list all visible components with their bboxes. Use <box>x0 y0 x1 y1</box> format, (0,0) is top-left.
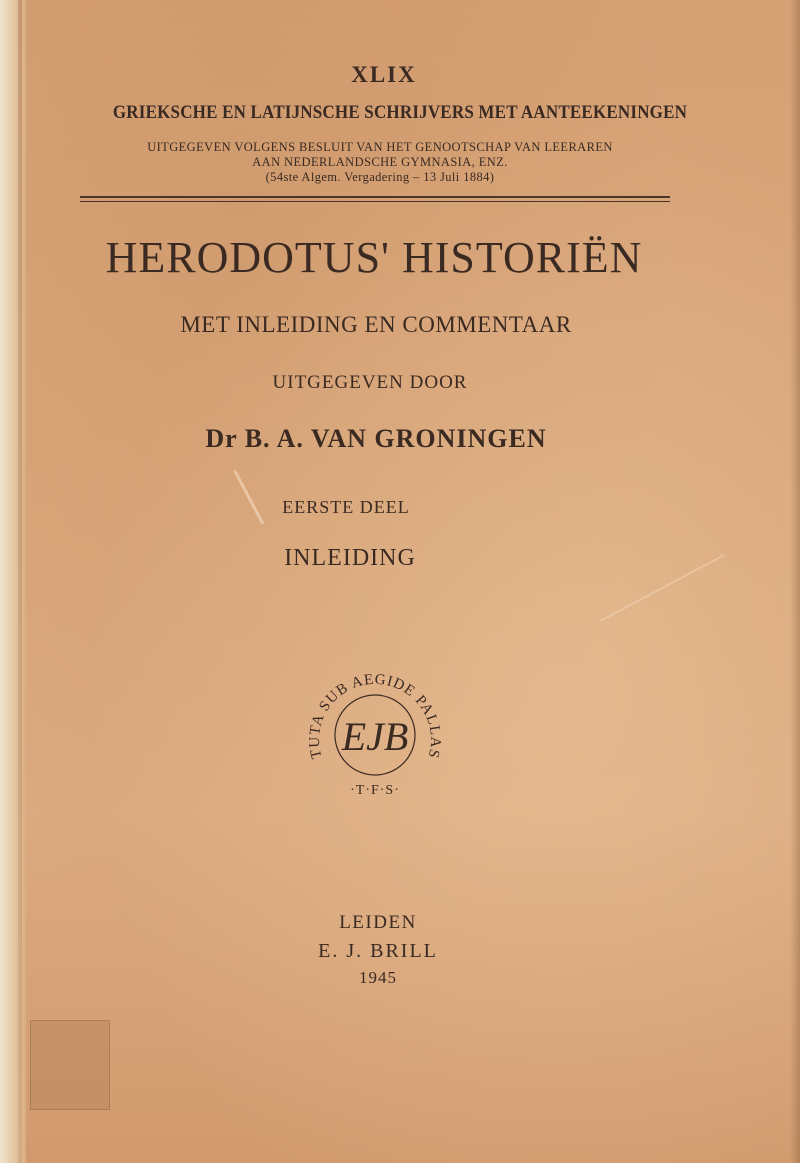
series-note-line: (54ste Algem. Vergadering – 13 Juli 1884) <box>265 170 495 184</box>
book-subtitle: MET INLEIDING EN COMMENTAAR <box>180 312 572 337</box>
emblem-monogram: EJB <box>341 714 409 759</box>
part-label: INLEIDING <box>284 545 416 571</box>
author-name: Dr B. A. VAN GRONINGEN <box>205 424 547 453</box>
library-label-stain <box>30 1020 110 1110</box>
volume-label: EERSTE DEEL <box>282 497 410 517</box>
publisher-emblem-icon <box>300 660 450 810</box>
double-rule <box>80 196 670 198</box>
series-note-line: AAN NEDERLANDSCHE GYMNASIA, ENZ. <box>252 155 508 169</box>
series-title: GRIEKSCHE EN LATIJNSCHE SCHRIJVERS MET AANTEEKENINGEN <box>112 103 688 123</box>
imprint-year: 1945 <box>359 968 397 987</box>
page-edge-shadow <box>790 0 800 1163</box>
emblem-initials: ·T·F·S· <box>350 783 400 798</box>
emblem-motto: TUTA SUB AEGIDE PALLAS <box>306 671 444 761</box>
book-title: HERODOTUS' HISTORIËN <box>105 233 643 282</box>
imprint-publisher: E. J. BRILL <box>318 940 438 962</box>
series-note-line: UITGEGEVEN VOLGENS BESLUIT VAN HET GENOOTSCHAP VAN LEERAREN <box>147 140 613 154</box>
series-number: XLIX <box>351 62 417 87</box>
published-by-label: UITGEGEVEN DOOR <box>272 372 468 393</box>
double-rule <box>80 201 670 202</box>
imprint-place: LEIDEN <box>339 912 417 933</box>
